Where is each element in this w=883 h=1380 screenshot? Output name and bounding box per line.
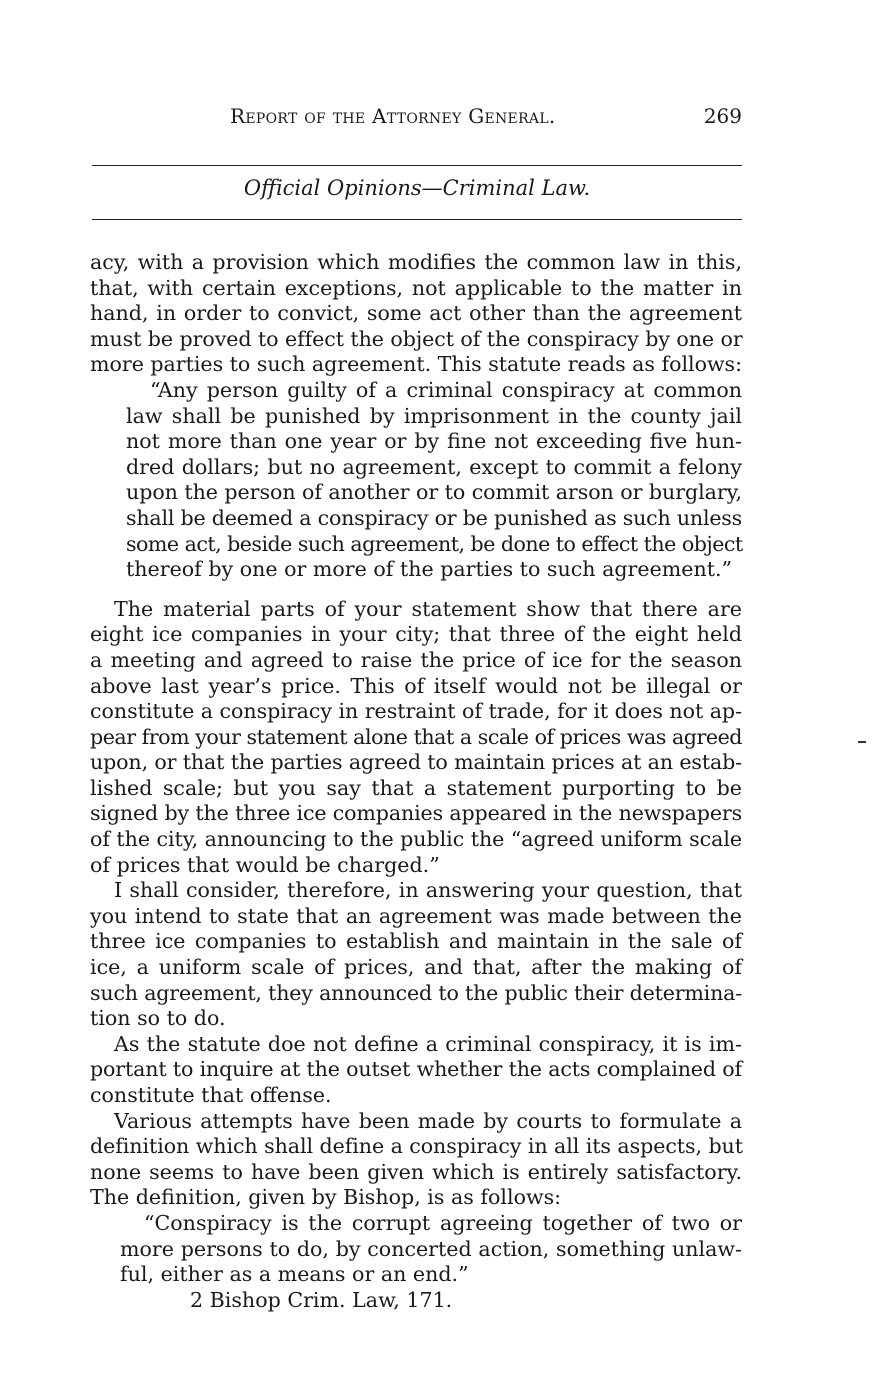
text-line: eight ice companies in your city; that three of the eight held bbox=[90, 622, 742, 647]
quote-line: “Conspiracy is the corrupt agreeing together of two or bbox=[144, 1210, 742, 1235]
text-line: more parties to such agreement. This statute reads as follows: bbox=[90, 352, 743, 377]
text-line: none seems to have been given which is entirely satisfactory. bbox=[90, 1159, 742, 1184]
quote-line: not more than one year or by fine not exceeding five hun- bbox=[126, 429, 742, 454]
text-line: portant to inquire at the outset whether the acts complained of bbox=[90, 1057, 742, 1082]
bishop-quote bbox=[120, 1211, 742, 1313]
text-line: The definition, given by Bishop, is as follows: bbox=[90, 1185, 562, 1210]
text-line: you intend to state that an agreement was made between the bbox=[90, 903, 742, 928]
text-line: of the city, announcing to the public the “agreed uniform scale bbox=[90, 827, 742, 852]
header-rule-top bbox=[92, 165, 742, 166]
text-line: hand, in order to convict, some act other than the agreement bbox=[90, 301, 742, 326]
running-head: Report of the Attorney General. bbox=[230, 104, 556, 128]
paragraph-statement bbox=[90, 597, 742, 879]
text-line: a meeting and agreed to raise the price of ice for the season bbox=[90, 647, 742, 672]
text-line: such agreement, they announced to the public their determina- bbox=[90, 980, 742, 1005]
margin-mark bbox=[858, 741, 866, 743]
page-header bbox=[92, 104, 742, 134]
text-line: ice, a uniform scale of prices, and that, after the making of bbox=[90, 955, 742, 980]
text-line: three ice companies to establish and maintain in the sale of bbox=[90, 929, 742, 954]
text-line: As the statute doe not define a criminal conspiracy, it is im- bbox=[114, 1031, 742, 1056]
text-line: definition which shall define a conspiracy in all its aspects, but bbox=[90, 1134, 743, 1159]
statute-quote bbox=[126, 378, 742, 583]
text-line: pear from your statement alone that a scale of prices was agreed bbox=[90, 724, 742, 749]
text-line: lished scale; but you say that a statement purporting to be bbox=[90, 775, 742, 800]
quote-line: ful, either as a means or an end.” bbox=[120, 1262, 469, 1287]
quote-line: thereof by one or more of the parties to such agreement.” bbox=[126, 557, 733, 582]
quote-line: shall be deemed a conspiracy or be punished as such unless bbox=[126, 505, 742, 530]
text-line: The material parts of your statement show that there are bbox=[114, 596, 742, 621]
text-line: signed by the three ice companies appeared in the newspapers bbox=[90, 801, 742, 826]
header-rule-bottom bbox=[92, 219, 742, 220]
text-line: Various attempts have been made by courts to formulate a bbox=[114, 1108, 742, 1133]
text-line: upon, or that the parties agreed to maintain prices at an estab- bbox=[90, 750, 742, 775]
text-line: of prices that would be charged.” bbox=[90, 852, 440, 877]
quote-line: more persons to do, by concerted action, something unlaw- bbox=[120, 1236, 742, 1261]
paragraph-consideration bbox=[90, 878, 742, 1032]
quote-line: law shall be punished by imprisonment in the county jail bbox=[126, 403, 742, 428]
text-line: acy, with a provision which modifies the common law in this, bbox=[90, 250, 742, 274]
body-text bbox=[90, 250, 742, 1313]
paragraph-statute-definition bbox=[90, 1032, 742, 1109]
text-line: constitute that offense. bbox=[90, 1083, 332, 1107]
quote-line: dred dollars; but no agreement, except to commit a felony bbox=[126, 454, 742, 479]
text-line: above last year’s price. This of itself would not be illegal or bbox=[90, 673, 742, 698]
text-line: tion so to do. bbox=[90, 1006, 226, 1031]
quote-line: “Any person guilty of a criminal conspiracy at common bbox=[150, 377, 742, 402]
text-line: that, with certain exceptions, not applicable to the matter in bbox=[90, 275, 742, 300]
section-title: Official Opinions—Criminal Law. bbox=[243, 176, 591, 200]
text-line: must be proved to effect the object of the conspiracy by one or bbox=[90, 326, 743, 351]
text-line: constitute a conspiracy in restraint of trade, for it does not ap- bbox=[90, 699, 742, 724]
text-line: I shall consider, therefore, in answering your question, that bbox=[114, 878, 742, 903]
paragraph-attempts bbox=[90, 1109, 742, 1211]
citation: 2 Bishop Crim. Law, 171. bbox=[190, 1287, 453, 1312]
page-number: 269 bbox=[703, 104, 742, 128]
paragraph-continuation bbox=[90, 250, 742, 378]
quote-line: upon the person of another or to commit arson or burglary, bbox=[126, 480, 742, 505]
quote-line: some act, beside such agreement, be done to effect the object bbox=[126, 531, 743, 556]
